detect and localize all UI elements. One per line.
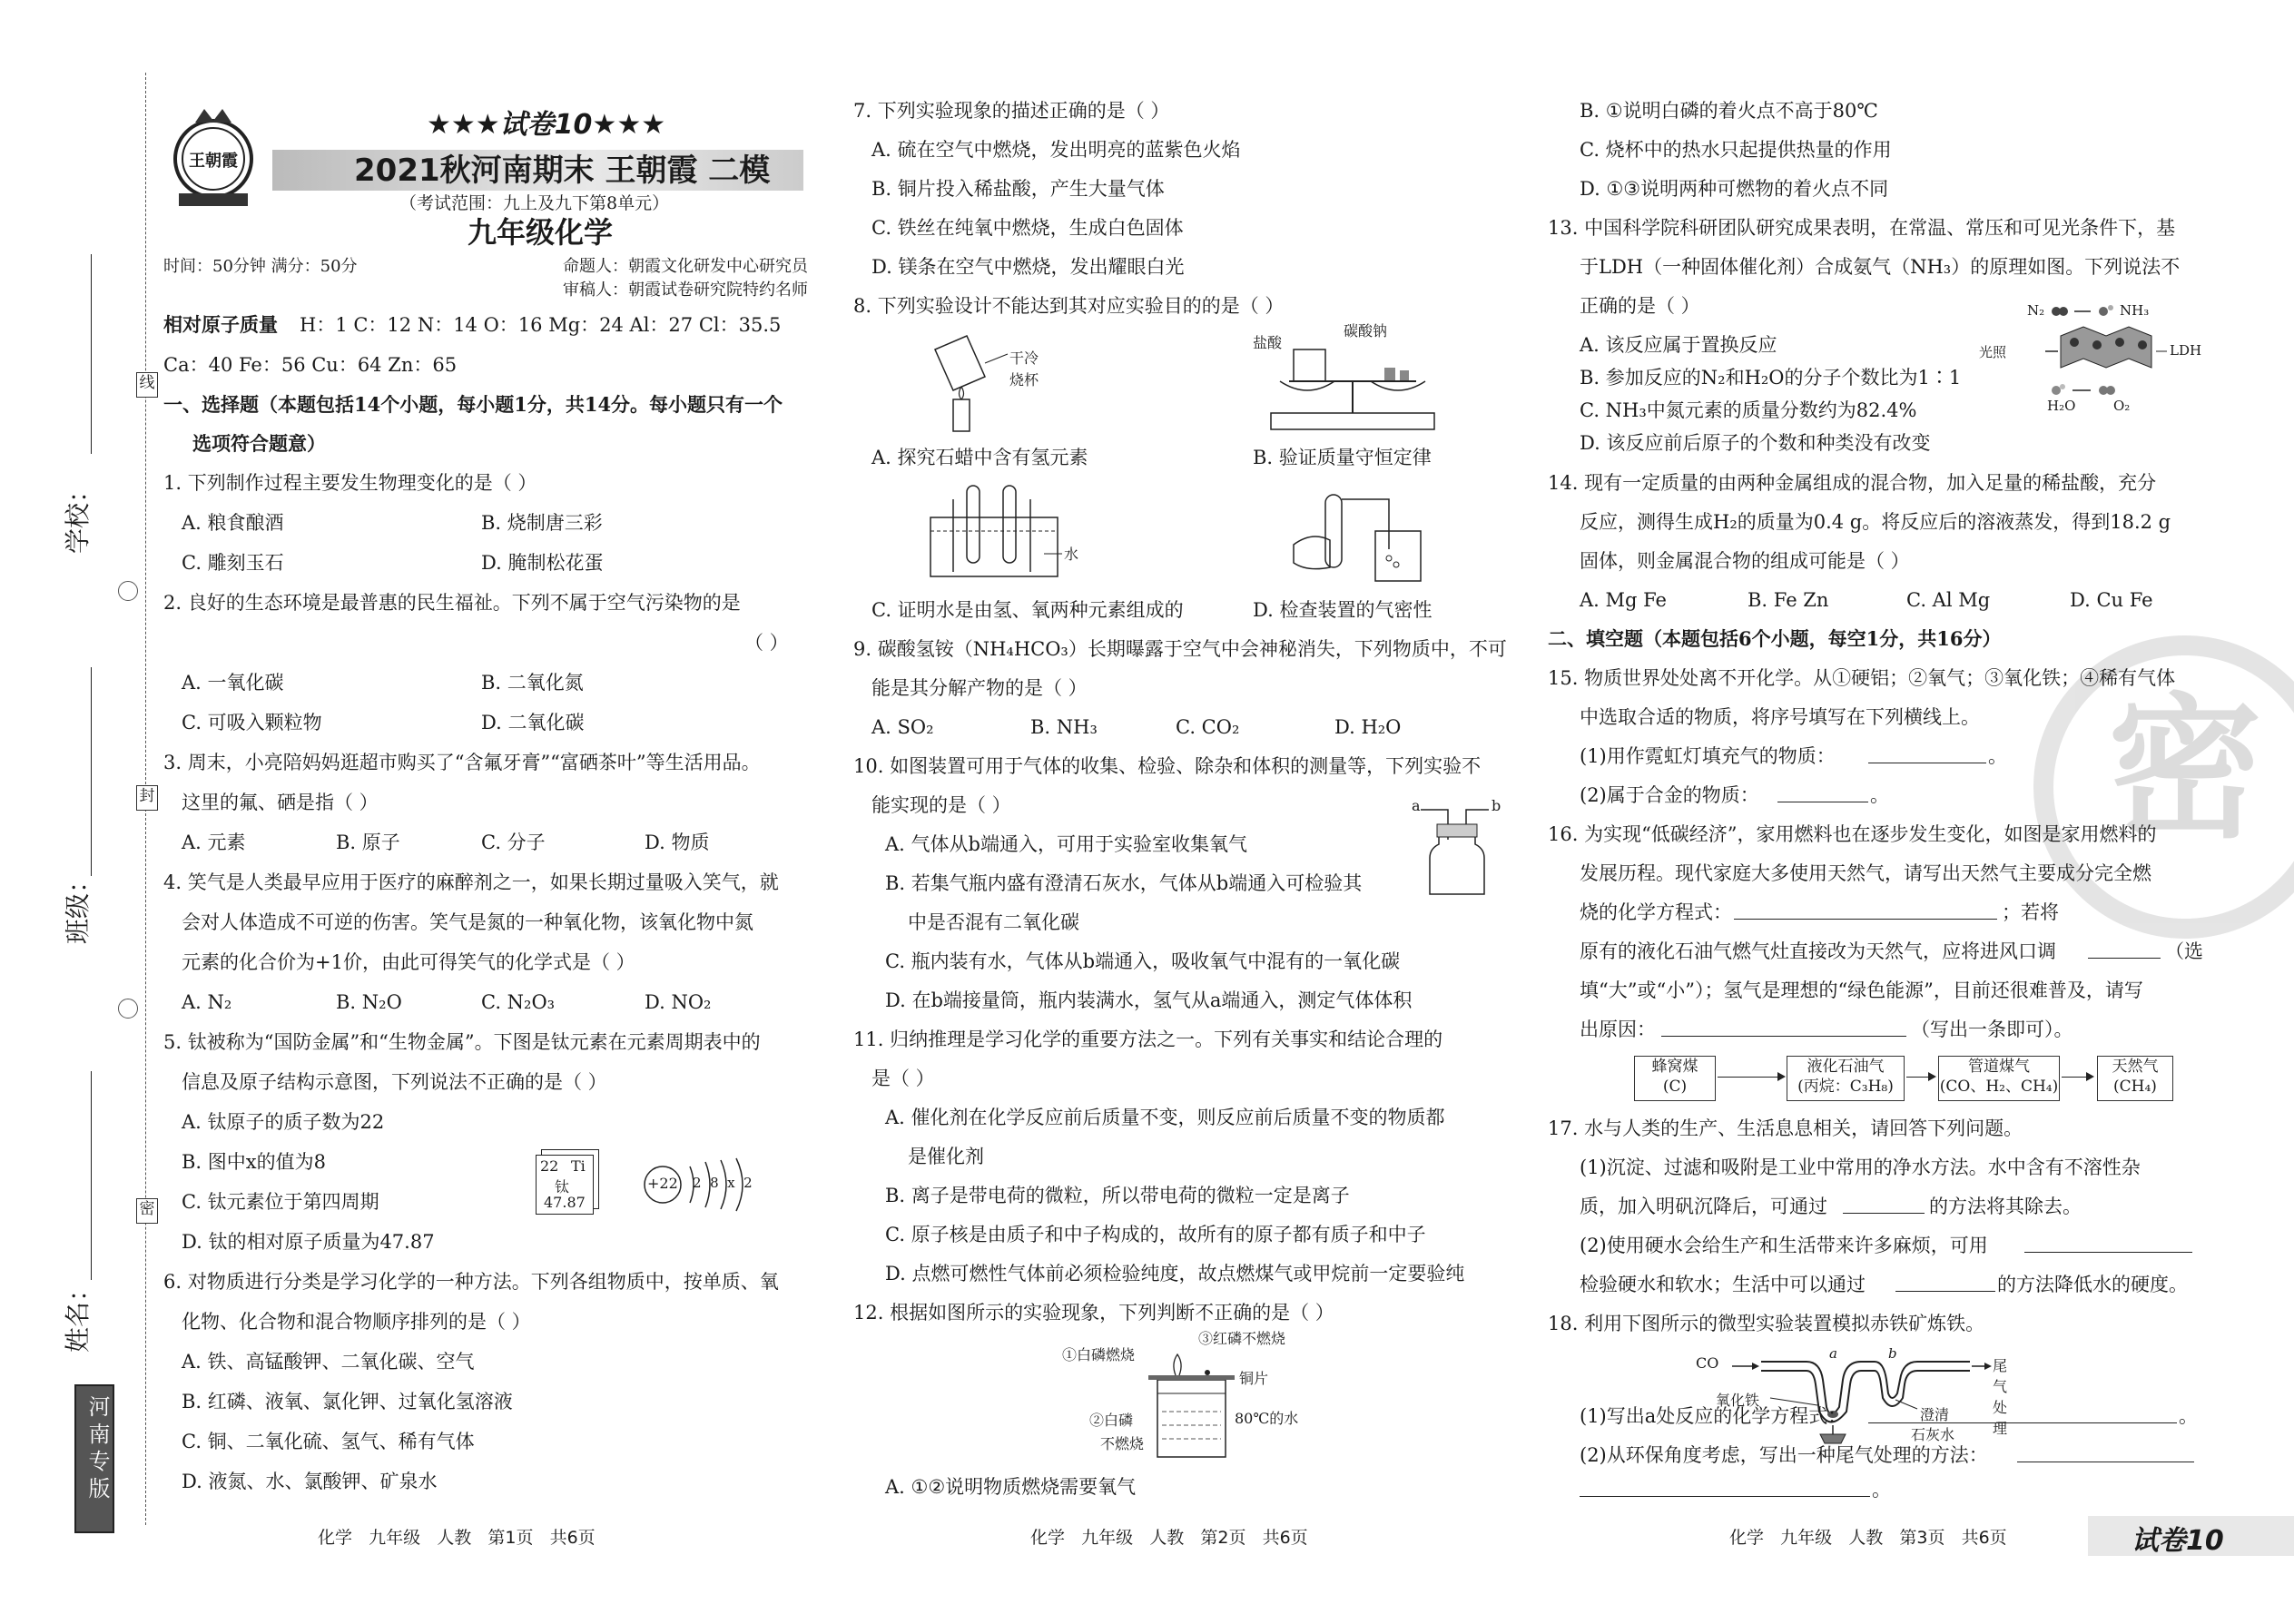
q8-option-c[interactable]: C. 证明水是由氢、氧两种元素组成的: [871, 599, 1184, 621]
q13-option-c[interactable]: C. NH₃中氮元素的质量分数约为82.4%: [1580, 399, 1917, 421]
q8-option-b[interactable]: B. 验证质量守恒定律: [1253, 447, 1432, 468]
time-score: 时间：50分钟 满分：50分: [163, 257, 358, 276]
q6-option-b[interactable]: B. 红磷、液氧、氯化钾、过氧化氢溶液: [182, 1391, 513, 1412]
q2-option-d[interactable]: D. 二氧化碳: [481, 712, 585, 733]
q12-option-b[interactable]: B. ①说明白磷的着火点不高于80℃: [1580, 100, 1878, 122]
q10-option-d[interactable]: D. 在b端接量筒，瓶内装满水，氢气从a端通入，测定气体体积: [885, 989, 1413, 1011]
q16-equation-answer[interactable]: [1734, 902, 1997, 920]
q14-option-b[interactable]: B. Fe Zn: [1748, 589, 1829, 611]
footer-page-3: 化学 九年级 人教 第3页 共6页: [1729, 1528, 2007, 1548]
fuel-box-coal: 蜂窝煤 (C): [1634, 1056, 1716, 1101]
q11-option-c[interactable]: C. 原子核是由质子和中子构成的，故所有的原子都有质子和中子: [885, 1224, 1426, 1245]
q1-option-a[interactable]: A. 粮食酿酒: [182, 512, 284, 534]
q9-option-c[interactable]: C. CO₂: [1176, 716, 1240, 738]
q10-option-c[interactable]: C. 瓶内装有水，气体从b端通入，吸收氧气中混有的一氧化碳: [885, 950, 1401, 972]
secret-mark: 密: [136, 1198, 158, 1224]
q3-option-a[interactable]: A. 元素: [182, 832, 246, 853]
class-label: 班级：: [63, 867, 93, 944]
binding-hole-icon: [118, 999, 138, 1019]
atomic-mass-line1: H：1 C：12 N：14 O：16 Mg：24 Al：27 Cl：35.5: [300, 314, 782, 336]
q8-option-d[interactable]: D. 检查装置的气密性: [1253, 599, 1433, 621]
q12-option-d[interactable]: D. ①③说明两种可燃物的着火点不同: [1580, 178, 1889, 200]
logo: [168, 104, 259, 213]
airtightness-diagram: [1289, 481, 1452, 590]
flow-arrow-icon: [2086, 1072, 2094, 1081]
q15-answer-1[interactable]: [1868, 746, 1986, 763]
q4-option-c[interactable]: C. N₂O₃: [481, 991, 556, 1013]
q6-option-c[interactable]: C. 铜、二氧化硫、氢气、稀有气体: [182, 1431, 475, 1452]
q13-option-d[interactable]: D. 该反应前后原子的个数和种类没有改变: [1580, 432, 1931, 454]
section1-heading-cont: 选项符合题意）: [192, 432, 326, 455]
q12-option-c[interactable]: C. 烧杯中的热水只起提供热量的作用: [1580, 139, 1892, 161]
q9-option-d[interactable]: D. H₂O: [1334, 716, 1402, 738]
q5-option-b[interactable]: B. 图中x的值为8: [182, 1151, 326, 1173]
footer-paper-tag: 试卷10: [2132, 1525, 2224, 1557]
q11-option-b[interactable]: B. 离子是带电荷的微粒，所以带电荷的微粒一定是离子: [885, 1185, 1350, 1206]
fuel-box-coal-gas: 管道煤气 (CO、H₂、CH₄): [1938, 1056, 2060, 1101]
balance-diagram: 盐酸 碳酸钠: [1244, 327, 1462, 436]
flow-arrow-icon: [1777, 1072, 1786, 1081]
q12-option-a[interactable]: A. ①②说明物质燃烧需要氧气: [885, 1476, 1137, 1498]
atom-structure-diagram: +22 2 8 x 2: [640, 1153, 776, 1216]
subject-title: 九年级化学: [468, 215, 614, 250]
flow-arrow-icon: [1928, 1072, 1936, 1081]
binding-hole-icon: [118, 581, 138, 601]
q17-answer-2[interactable]: [2024, 1235, 2192, 1253]
q1-option-b[interactable]: B. 烧制唐三彩: [481, 512, 603, 534]
q5-option-a[interactable]: A. 钛原子的质子数为22: [182, 1111, 385, 1133]
q17-answer-3[interactable]: [1895, 1275, 1995, 1292]
q5-option-c[interactable]: C. 钛元素位于第四周期: [182, 1191, 379, 1213]
flow-arrow-icon: [1718, 1077, 1783, 1078]
q7-option-c[interactable]: C. 铁丝在纯氧中燃烧，生成白色固体: [871, 217, 1184, 239]
seal-mark: 封: [136, 785, 158, 811]
q4-option-d[interactable]: D. NO₂: [645, 991, 712, 1013]
name-field[interactable]: [91, 1071, 92, 1280]
element-cell: 22 Ti 钛 47.87: [536, 1155, 594, 1215]
q11-option-d[interactable]: D. 点燃可燃性气体前必须检验纯度，故点燃煤气或甲烷前一定要验纯: [885, 1263, 1465, 1284]
q8-option-a[interactable]: A. 探究石蜡中含有氢元素: [871, 447, 1088, 468]
q10-option-b[interactable]: B. 若集气瓶内盛有澄清石灰水，气体从b端通入可检验其: [885, 872, 1363, 894]
q2-option-a[interactable]: A. 一氧化碳: [182, 672, 284, 694]
q15-period-1: 。: [1988, 745, 2007, 767]
q3-option-d[interactable]: D. 物质: [645, 832, 710, 853]
q16-air-inlet-answer[interactable]: [2088, 941, 2161, 959]
section1-heading: 一、选择题（本题包括14个小题，每小题1分，共14分。每小题只有一个: [163, 393, 783, 416]
exam-scope: （考试范围：九上及九下第8单元）: [399, 193, 670, 213]
q2-option-b[interactable]: B. 二氧化氮: [481, 672, 584, 694]
atomic-mass-label: 相对原子质量: [163, 313, 278, 336]
paper-label: ★★★试卷10★★★: [427, 109, 666, 141]
q4-option-a[interactable]: A. N₂: [182, 991, 232, 1013]
q6-option-a[interactable]: A. 铁、高锰酸钾、二氧化碳、空气: [182, 1351, 475, 1373]
q14-option-d[interactable]: D. Cu Fe: [2070, 589, 2153, 611]
secret-stamp: 密: [2033, 635, 2294, 939]
ldh-diagram: N₂ NH₃ 光照 LDH H₂O O₂: [1979, 302, 2202, 414]
q18-tailgas-answer-cont[interactable]: [1580, 1480, 1870, 1497]
reviewer: 审稿人：朝霞试卷研究院特约名师: [563, 281, 808, 300]
phosphorus-combustion-diagram: ①白磷燃烧 ③红磷不燃烧 铜片 ②白磷 不燃烧 80℃的水: [1062, 1334, 1316, 1462]
class-field[interactable]: [91, 667, 92, 876]
q6-option-d[interactable]: D. 液氮、水、氯酸钾、矿泉水: [182, 1471, 438, 1492]
fuel-box-natural-gas: 天然气 (CH₄): [2097, 1056, 2173, 1101]
q14-option-a[interactable]: A. Mg Fe: [1580, 589, 1667, 611]
q4-option-b[interactable]: B. N₂O: [336, 991, 402, 1013]
section2-heading: 二、填空题（本题包括6个小题，每空1分，共16分）: [1548, 627, 2002, 650]
iron-smelting-diagram: CO 尾气处理 氧化铁 a b 澄清 石灰水: [1696, 1345, 2008, 1443]
province-badge: 河南专版: [74, 1384, 114, 1533]
page-title: 2021秋河南期末 王朝霞 二模: [354, 153, 771, 189]
logo-text: 王朝霞: [189, 152, 238, 171]
q2-option-c[interactable]: C. 可吸入颗粒物: [182, 712, 322, 733]
footer-page-1: 化学 九年级 人教 第1页 共6页: [318, 1528, 596, 1548]
author: 命题人：朝霞文化研发中心研究员: [563, 257, 808, 276]
school-field[interactable]: [91, 254, 92, 454]
q7-option-a[interactable]: A. 硫在空气中燃烧，发出明亮的蓝紫色火焰: [871, 139, 1241, 161]
line-mark: 线: [136, 372, 158, 398]
gas-bottle-diagram: a b: [1412, 799, 1502, 899]
q13-option-b[interactable]: B. 参加反应的N₂和H₂O的分子个数比为1∶1: [1580, 367, 1962, 389]
q16-reason-answer[interactable]: [1661, 1019, 1906, 1037]
q9-option-b[interactable]: B. NH₃: [1030, 716, 1098, 738]
footer-page-2: 化学 九年级 人教 第2页 共6页: [1030, 1528, 1308, 1548]
school-label: 学校：: [63, 477, 93, 554]
q17-answer-1[interactable]: [1843, 1196, 1925, 1214]
q7-option-d[interactable]: D. 镁条在空气中燃烧，发出耀眼白光: [871, 256, 1185, 278]
q14-option-c[interactable]: C. Al Mg: [1906, 589, 1991, 611]
atomic-mass-line2: Ca：40 Fe：56 Cu：64 Zn：65: [163, 354, 458, 376]
q3-option-c[interactable]: C. 分子: [481, 832, 546, 853]
fuel-box-lpg: 液化石油气 (丙烷：C₃H₈): [1787, 1056, 1905, 1101]
q18-equation-answer[interactable]: [1868, 1406, 2177, 1423]
q3-option-b[interactable]: B. 原子: [336, 832, 400, 853]
q5-option-d[interactable]: D. 钛的相对原子质量为47.87: [182, 1231, 435, 1253]
q1-option-c[interactable]: C. 雕刻玉石: [182, 552, 284, 574]
q15-answer-2[interactable]: [1777, 785, 1868, 802]
q1-option-d[interactable]: D. 腌制松花蛋: [481, 552, 604, 574]
q15-period-2: 。: [1870, 784, 1889, 806]
q11-option-a[interactable]: A. 催化剂在化学反应前后质量不变，则反应前后质量不变的物质都: [885, 1107, 1445, 1128]
q10-option-a[interactable]: A. 气体从b端通入，可用于实验室收集氧气: [885, 833, 1247, 855]
name-label: 姓名：: [63, 1275, 93, 1353]
q18-tailgas-answer[interactable]: [2017, 1445, 2194, 1462]
electrolysis-diagram: 水: [926, 481, 1089, 590]
cold-beaker-diagram: 干冷 烧杯: [917, 327, 1080, 436]
q7-option-b[interactable]: B. 铜片投入稀盐酸，产生大量气体: [871, 178, 1165, 200]
q13-option-a[interactable]: A. 该反应属于置换反应: [1580, 334, 1777, 356]
q9-option-a[interactable]: A. SO₂: [871, 716, 934, 738]
